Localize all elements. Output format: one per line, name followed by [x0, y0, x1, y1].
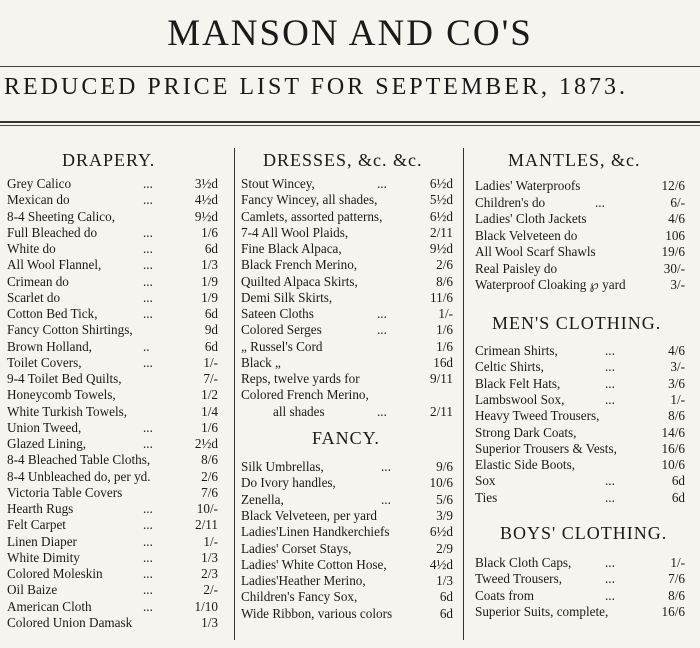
item-price: 16/6: [661, 603, 685, 619]
list-item: [475, 343, 685, 359]
item-leader: ...: [143, 354, 153, 370]
item-name: 8-4 Sheeting Calico,: [7, 208, 116, 224]
item-price: 9½d: [194, 208, 218, 224]
list-item: [241, 557, 453, 573]
item-name: All Wool Flannel,: [7, 257, 102, 273]
list-item: [241, 541, 453, 557]
column-divider-right: [463, 148, 464, 640]
item-price: 8/6: [201, 452, 218, 468]
item-leader: ...: [605, 571, 615, 587]
list-item: [7, 436, 218, 452]
item-price: 3/-: [670, 359, 685, 375]
list-item: [7, 209, 218, 225]
list-item: [7, 452, 218, 468]
list-item: [7, 501, 218, 517]
item-name: Camlets, assorted patterns,: [241, 208, 383, 224]
section-heading-mens: MEN'S CLOTHING.: [492, 313, 662, 333]
item-price: 1/3: [201, 257, 218, 273]
item-name: Honeycomb Towels,: [7, 387, 116, 403]
item-name: Crimean Shirts,: [475, 343, 558, 358]
item-name: Oil Baize: [7, 582, 58, 598]
item-name: Children's do: [475, 194, 546, 210]
item-name: Black Velveteen, per yard: [241, 507, 377, 523]
page-subtitle: REDUCED PRICE LIST FOR SEPTEMBER, 1873.: [4, 74, 628, 100]
item-name: Colored Moleskin: [7, 566, 103, 581]
item-name: Black French Merino,: [241, 257, 358, 273]
list-item: [7, 257, 218, 273]
item-price: 6d: [439, 589, 453, 605]
item-name: Sox: [475, 473, 496, 489]
item-leader: ...: [605, 375, 615, 391]
item-name: Grey Calico: [7, 176, 72, 191]
list-item: [475, 457, 685, 473]
item-price: 2/6: [201, 468, 218, 484]
item-leader: ...: [143, 192, 153, 208]
item-price: 1/-: [670, 555, 685, 570]
item-leader: ...: [143, 582, 153, 598]
item-price: 10/6: [429, 475, 453, 491]
item-name: American Cloth: [7, 598, 92, 614]
list-item: [7, 469, 218, 485]
item-name: Full Bleached do: [7, 224, 98, 240]
item-price: 9/11: [430, 371, 453, 386]
item-name: Hearth Rugs: [7, 501, 74, 516]
list-item: [7, 241, 218, 257]
item-name: Superior Trousers & Vests,: [475, 440, 617, 456]
item-leader: ...: [143, 566, 153, 581]
item-name: Quilted Alpaca Skirts,: [241, 273, 358, 289]
list-item: [7, 322, 218, 338]
item-price: 6d: [204, 241, 218, 256]
section-heading-fancy: FANCY.: [312, 428, 380, 448]
list-item: [7, 274, 218, 290]
item-name: Ladies' Waterproofs: [475, 178, 581, 193]
item-price: 9½d: [429, 241, 453, 256]
list-item: [241, 176, 453, 192]
list-item: [241, 192, 453, 208]
item-price: 6½d: [429, 176, 453, 191]
item-name: Black Cloth Caps,: [475, 555, 572, 570]
item-name: Crimean do: [7, 273, 69, 289]
list-item: [241, 459, 453, 475]
list-item: [241, 475, 453, 491]
item-name: Demi Silk Skirts,: [241, 289, 333, 305]
section-heading-boys: BOYS' CLOTHING.: [500, 523, 668, 543]
list-item: [475, 604, 685, 620]
item-name: Brown Holland,: [7, 338, 92, 354]
list-item: [241, 241, 453, 257]
list-item: [7, 582, 218, 598]
item-price: 6d: [671, 473, 685, 489]
section-heading-mantles: MANTLES, &c.: [508, 150, 641, 170]
item-name: Toilet Covers,: [7, 354, 82, 370]
list-item: [7, 387, 218, 403]
item-price: 19/6: [661, 244, 685, 259]
item-name: Felt Carpet: [7, 517, 66, 533]
item-leader: ...: [381, 491, 391, 507]
item-leader: ...: [143, 257, 153, 273]
item-price: 2/-: [203, 582, 218, 598]
item-price: 3½d: [194, 176, 218, 191]
list-item: [241, 508, 453, 524]
item-name: Black Felt Hats,: [475, 375, 561, 391]
item-name: Fancy Cotton Shirtings,: [7, 322, 133, 338]
list-item: [241, 573, 453, 589]
item-price: 1/-: [438, 306, 453, 321]
item-price: 1/10: [194, 598, 218, 614]
item-name: Tweed Trousers,: [475, 571, 562, 587]
item-name: Mexican do: [7, 192, 70, 208]
item-name: Ladies' Cloth Jackets: [475, 211, 587, 226]
list-item: [241, 322, 453, 338]
item-price: 3/6: [668, 375, 685, 391]
section-heading-drapery: DRAPERY.: [62, 150, 156, 170]
list-item: [475, 228, 685, 244]
list-item: [241, 225, 453, 241]
list-item: [241, 355, 453, 371]
item-price: 11/6: [430, 289, 453, 305]
list-item: [241, 306, 453, 322]
item-price: 1/6: [201, 224, 218, 240]
item-leader: ...: [143, 598, 153, 614]
item-name: Zenella,: [241, 491, 284, 507]
item-name: Coats from: [475, 587, 534, 603]
list-item: [7, 420, 218, 436]
item-name: 8-4 Unbleached do, per yd.: [7, 468, 151, 484]
item-name: Silk Umbrellas,: [241, 459, 324, 474]
item-name: White Dimity: [7, 549, 80, 565]
list-item: [475, 490, 685, 506]
list-item: [7, 517, 218, 533]
item-leader: ...: [143, 241, 153, 256]
item-name: Colored Union Damask: [7, 614, 133, 630]
item-price: 2/6: [436, 257, 453, 273]
item-price: 6½d: [429, 524, 453, 540]
list-item: [7, 404, 218, 420]
item-name: „ Russel's Cord: [241, 338, 323, 354]
item-name: Scarlet do: [7, 289, 61, 305]
item-name: Elastic Side Boots,: [475, 457, 576, 473]
item-price: 16/6: [661, 440, 685, 456]
item-price: 1/9: [201, 289, 218, 305]
item-price: 1/6: [436, 322, 453, 338]
item-name: Ladies' Corset Stays,: [241, 540, 352, 556]
item-price: 4½d: [429, 556, 453, 572]
item-price: 6d: [204, 338, 218, 354]
item-name: Ladies'Linen Handkerchiefs: [241, 524, 390, 540]
item-name: Cotton Bed Tick,: [7, 306, 98, 321]
list-item: [7, 566, 218, 582]
list-item: [7, 306, 218, 322]
item-price: 2/3: [201, 566, 218, 581]
item-price: 1/4: [201, 403, 218, 419]
item-price: 1/-: [203, 533, 218, 549]
list-item: [475, 588, 685, 604]
list-item: [475, 571, 685, 587]
item-name: Glazed Lining,: [7, 436, 87, 451]
item-price: 2/9: [436, 540, 453, 556]
item-leader: ...: [143, 176, 153, 191]
item-price: 7/6: [668, 571, 685, 587]
item-price: 1/3: [436, 573, 453, 589]
item-leader: ...: [605, 359, 615, 375]
item-leader: ...: [143, 501, 153, 516]
item-name: Fancy Wincey, all shades,: [241, 192, 378, 208]
list-item: [7, 192, 218, 208]
item-name: Heavy Tweed Trousers,: [475, 408, 600, 424]
item-price: 6d: [204, 306, 218, 321]
item-leader: ...: [143, 306, 153, 321]
item-price: 1/6: [201, 419, 218, 435]
item-leader: ...: [605, 343, 615, 358]
item-leader: ...: [595, 194, 605, 210]
item-leader: ...: [381, 459, 391, 474]
list-item: [241, 387, 453, 403]
list-item: [475, 441, 685, 457]
item-leader: ...: [143, 517, 153, 533]
list-item: [475, 261, 685, 277]
list-item: [475, 178, 685, 194]
item-price: 9d: [204, 322, 218, 338]
item-name: Linen Diaper: [7, 533, 77, 549]
list-item: [475, 425, 685, 441]
list-item: [475, 211, 685, 227]
list-item: [241, 209, 453, 225]
item-leader: ..: [143, 338, 150, 354]
item-name: Sateen Cloths: [241, 306, 314, 321]
list-item: [475, 392, 685, 408]
item-name: Do Ivory handles,: [241, 475, 336, 491]
item-price: 1/6: [436, 338, 453, 354]
item-price: 8/6: [668, 408, 685, 424]
list-item: [475, 376, 685, 392]
item-price: 2½d: [194, 436, 218, 451]
item-name: Wide Ribbon, various colors: [241, 605, 393, 621]
item-name: Victoria Table Covers: [7, 484, 123, 500]
item-price: 2/11: [430, 224, 453, 240]
item-leader: ...: [143, 549, 153, 565]
list-item: [241, 404, 453, 420]
item-leader: ...: [143, 436, 153, 451]
item-leader: ...: [605, 587, 615, 603]
item-price: 5½d: [429, 192, 453, 208]
list-item: [241, 290, 453, 306]
item-price: 1/9: [201, 273, 218, 289]
item-leader: ...: [143, 273, 153, 289]
list-item: [7, 534, 218, 550]
item-price: 8/6: [668, 587, 685, 603]
item-leader: ...: [377, 176, 387, 191]
item-price: 4/6: [668, 211, 685, 226]
item-price: 7/6: [201, 484, 218, 500]
list-item: [475, 195, 685, 211]
item-name: White Turkish Towels,: [7, 403, 128, 419]
section-heading-dresses: DRESSES, &c. &c.: [263, 150, 423, 170]
item-name: Children's Fancy Sox,: [241, 589, 358, 605]
item-price: 8/6: [436, 273, 453, 289]
list-item: [241, 371, 453, 387]
item-price: 7/-: [203, 371, 218, 386]
item-name: Strong Dark Coats,: [475, 424, 577, 440]
list-item: [7, 176, 218, 192]
item-price: 6½d: [429, 208, 453, 224]
item-price: 1/-: [203, 354, 218, 370]
list-item: [475, 473, 685, 489]
list-item: [241, 589, 453, 605]
list-item: [241, 492, 453, 508]
item-price: 14/6: [661, 424, 685, 440]
item-name: Celtic Shirts,: [475, 359, 544, 375]
item-name: 8-4 Bleached Table Cloths,: [7, 452, 151, 468]
item-price: 10/6: [661, 457, 685, 473]
item-leader: ...: [377, 322, 387, 338]
list-item: [475, 277, 685, 293]
item-name: Real Paisley do: [475, 260, 558, 276]
list-item: [241, 274, 453, 290]
item-price: 1/3: [201, 614, 218, 630]
item-price: 3/-: [670, 277, 685, 292]
item-price: 30/-: [663, 260, 685, 276]
item-price: 106: [665, 227, 685, 243]
header-rule-1: [0, 121, 700, 123]
item-leader: ...: [143, 289, 153, 305]
item-name: Waterproof Cloaking ℘ yard: [475, 277, 626, 292]
item-name: Superior Suits, complete,: [475, 603, 609, 619]
item-leader: ...: [143, 419, 153, 435]
item-name: 7-4 All Wool Plaids,: [241, 224, 349, 240]
item-leader: ...: [605, 489, 615, 505]
list-item: [7, 550, 218, 566]
item-leader: ...: [605, 473, 615, 489]
item-name: Ties: [475, 489, 498, 505]
item-name: Fine Black Alpaca,: [241, 241, 342, 256]
list-item: [241, 339, 453, 355]
item-price: 1/3: [201, 549, 218, 565]
item-name: White do: [7, 241, 56, 256]
item-price: 4½d: [194, 192, 218, 208]
list-item: [7, 371, 218, 387]
item-price: 9/6: [436, 459, 453, 474]
item-leader: ...: [377, 403, 387, 419]
item-price: 6d: [439, 605, 453, 621]
list-item: [7, 615, 218, 631]
list-item: [475, 555, 685, 571]
list-item: [7, 355, 218, 371]
item-name: Ladies'Heather Merino,: [241, 573, 366, 589]
item-name: 9-4 Toilet Bed Quilts,: [7, 371, 122, 386]
list-item: [241, 606, 453, 622]
item-name: Black „: [241, 354, 281, 370]
list-item: [7, 599, 218, 615]
list-item: [7, 290, 218, 306]
list-item: [7, 485, 218, 501]
item-name: Stout Wincey,: [241, 176, 315, 191]
list-item: [241, 257, 453, 273]
item-price: 1/-: [670, 391, 685, 407]
item-price: 12/6: [661, 178, 685, 193]
item-name: Black Velveteen do: [475, 227, 578, 243]
title-rule: [0, 66, 700, 67]
list-item: [475, 244, 685, 260]
list-item: [7, 339, 218, 355]
item-name: Colored French Merino,: [241, 387, 369, 403]
item-name: Ladies' White Cotton Hose,: [241, 556, 387, 572]
item-leader: ...: [605, 555, 615, 570]
item-price: 1/2: [201, 387, 218, 403]
list-item: [475, 408, 685, 424]
item-price: 5/6: [436, 491, 453, 507]
item-leader: ...: [143, 533, 153, 549]
item-price: 2/11: [195, 517, 218, 533]
item-price: 2/11: [430, 403, 453, 419]
column-divider-left: [234, 148, 235, 640]
item-name: Union Tweed,: [7, 419, 82, 435]
list-item: [7, 225, 218, 241]
item-price: 10/-: [196, 501, 218, 516]
list-item: [475, 359, 685, 375]
item-name: Lambswool Sox,: [475, 391, 565, 407]
item-name: Colored Serges: [241, 322, 322, 338]
list-item: [241, 524, 453, 540]
header-rule-2: [0, 125, 700, 126]
item-name: Reps, twelve yards for: [241, 371, 360, 386]
page-title: MANSON AND CO'S: [167, 13, 533, 54]
item-leader: ...: [605, 391, 615, 407]
item-name: All Wool Scarf Shawls: [475, 244, 596, 259]
item-price: 6d: [671, 489, 685, 505]
item-leader: ...: [143, 224, 153, 240]
item-price: 6/-: [670, 194, 685, 210]
item-leader: ...: [377, 306, 387, 321]
item-price: 4/6: [668, 343, 685, 358]
item-price: 16d: [433, 354, 453, 370]
item-price: 3/9: [436, 507, 453, 523]
item-name: all shades: [273, 403, 325, 419]
